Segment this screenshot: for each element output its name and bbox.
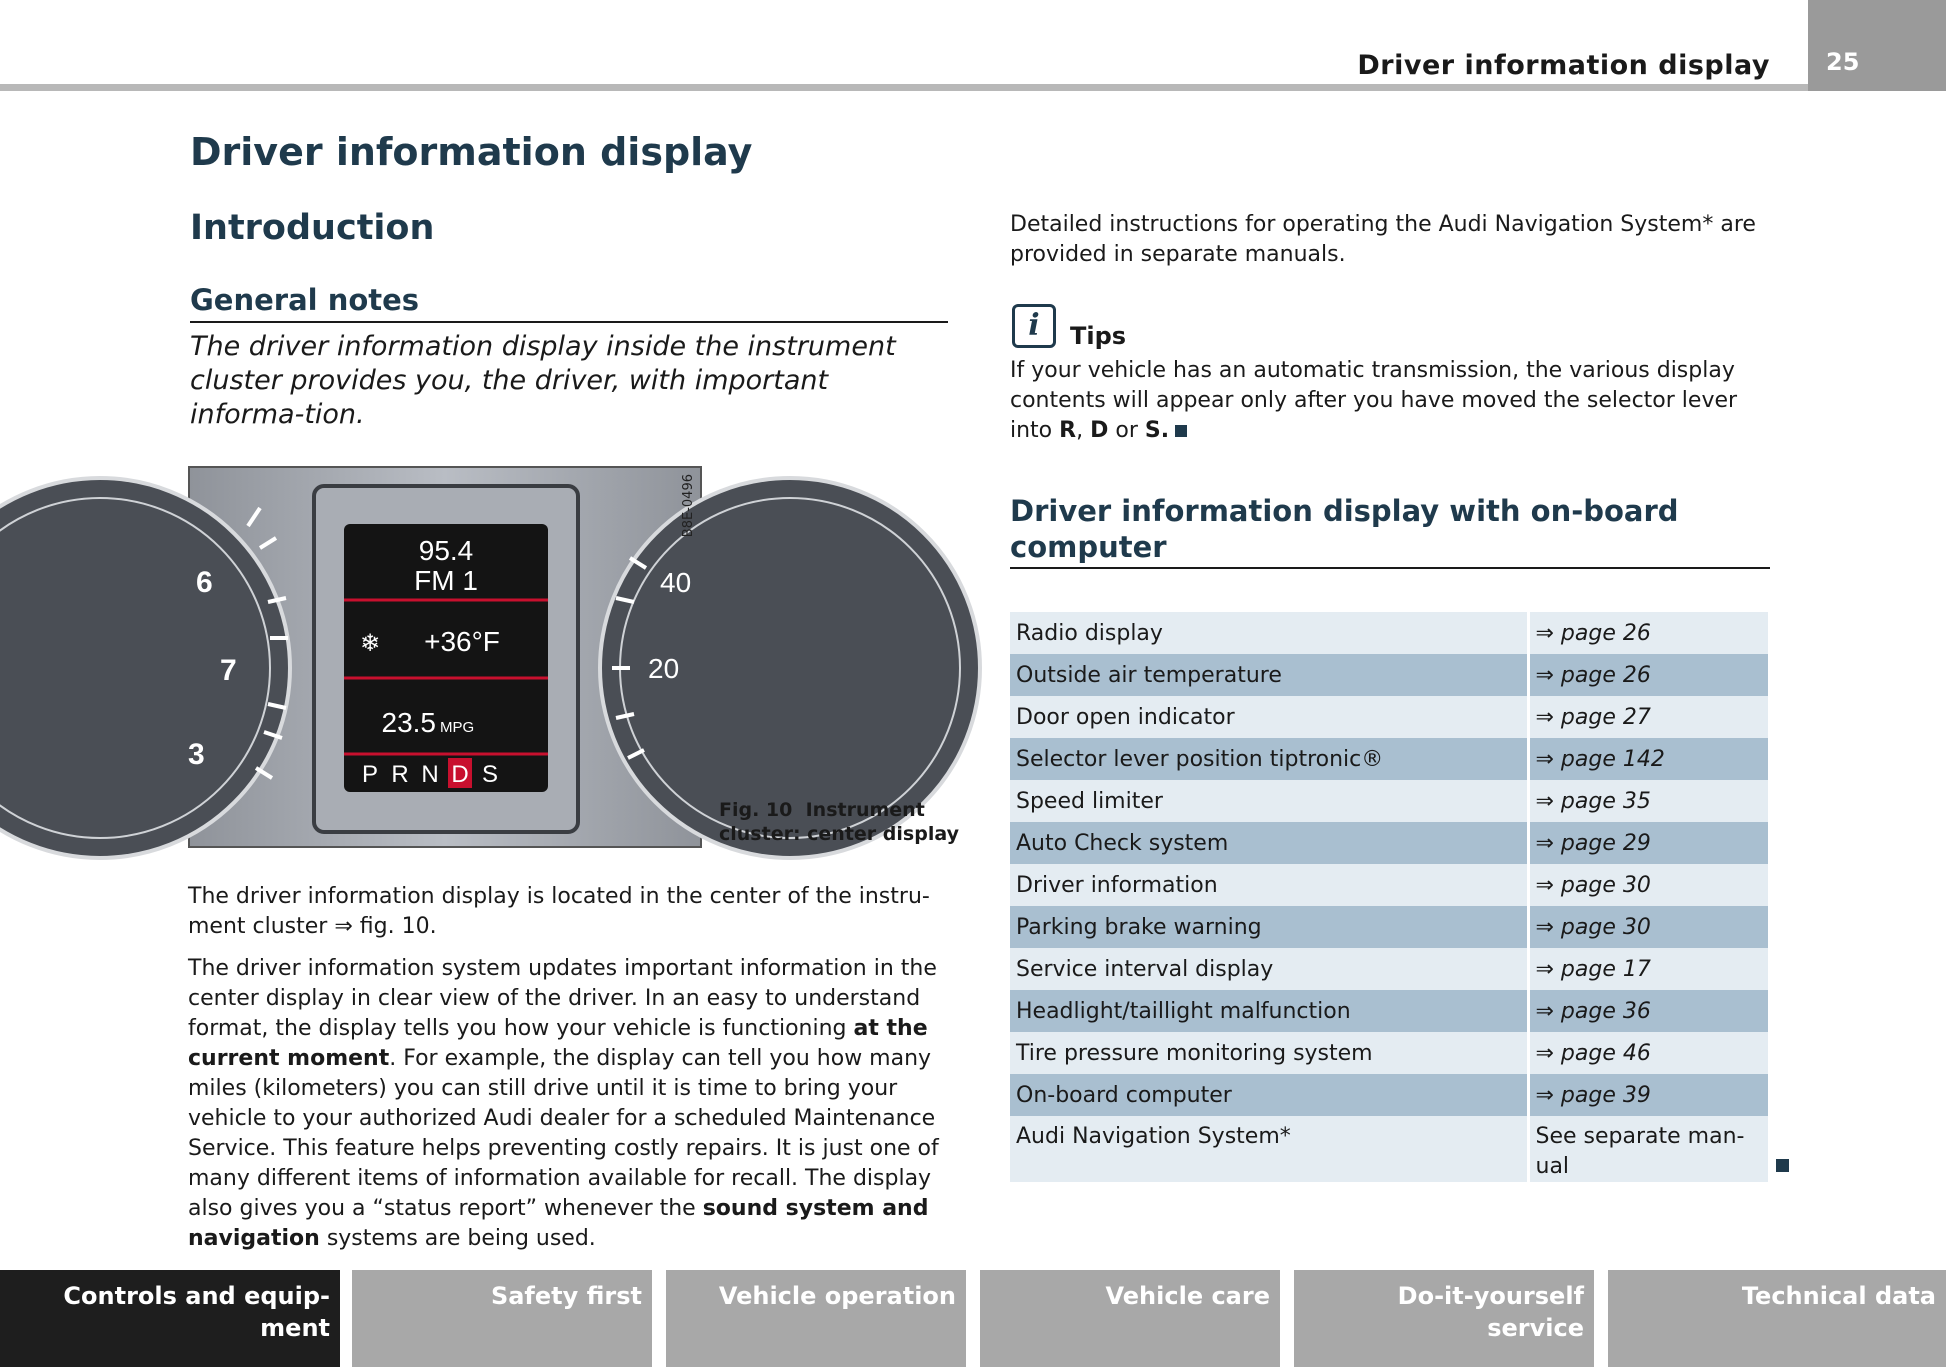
figure-caption-label: Fig. 10 [719, 799, 793, 821]
topic-label: Parking brake warning [1010, 906, 1528, 948]
end-of-section-mark [1776, 1159, 1789, 1172]
chapter-title: Driver information display [190, 130, 753, 174]
page-number: 25 [1826, 48, 1860, 76]
page-reference-link[interactable]: ⇒ page 17 [1528, 948, 1768, 990]
gear-s: S [1144, 418, 1161, 443]
chapter-tab-6[interactable]: Technical data [1608, 1270, 1946, 1367]
table-row [1010, 1074, 1768, 1116]
table-row [1010, 1116, 1768, 1182]
subsection-title: General notes [190, 283, 948, 323]
left-gauge-label-6: 6 [196, 566, 213, 599]
description-text-2: . For example, the display can tell you how many miles (kilometers) you can still drive until it is time to bring your vehicle to your authorized Audi dealer for a scheduled Maintenance Service. This feature helps preventing costly repairs. It is just one of many different items of information available for recall. The display also gives you a “status report” whenever the [188, 1046, 939, 1221]
fuel-economy-value: 23.5 [381, 707, 436, 738]
gear-r: R [1059, 418, 1077, 443]
info-icon: i [1012, 304, 1056, 348]
table-row [1010, 612, 1768, 654]
page-reference-link: See separate man-ual [1528, 1116, 1768, 1182]
page-reference-link[interactable]: ⇒ page 39 [1528, 1074, 1768, 1116]
gear-n: N [421, 761, 439, 788]
figure-caption-text: Instrument cluster: center display [719, 799, 959, 845]
gear-d: D [1090, 418, 1109, 443]
radio-band: FM 1 [414, 565, 478, 596]
page-reference-link[interactable]: ⇒ page 29 [1528, 822, 1768, 864]
navigation-note: Detailed instructions for operating the Audi Navigation System* are provided in separate manuals. [1010, 212, 1756, 267]
description-paragraph [188, 954, 948, 1254]
topic-label: Headlight/taillight malfunction [1010, 990, 1528, 1032]
location-paragraph: The driver information display is located in the center of the instru-ment cluster ⇒ fig. 10. [188, 884, 930, 939]
tips-title: Tips [1070, 322, 1127, 350]
section-title: Introduction [190, 208, 435, 248]
page-reference-link[interactable]: ⇒ page 26 [1528, 612, 1768, 654]
topic-label: Service interval display [1016, 956, 1274, 982]
chapter-tab-3[interactable]: Vehicle operation [666, 1270, 966, 1367]
topic-label: Driver information [1016, 872, 1218, 898]
table-row [1010, 696, 1768, 738]
figure-code: B8E-0496 [681, 474, 696, 538]
tips-or: or [1108, 418, 1145, 443]
page-reference-link[interactable]: ⇒ page 30 [1528, 906, 1768, 948]
tips-period: . [1160, 418, 1170, 443]
description-text-1: The driver information system updates important information in the center display in clear view of the driver. In an easy to understand format, the display tells you how your vehicle is functioning [188, 956, 937, 1041]
page-reference-link[interactable]: ⇒ page 27 [1528, 696, 1768, 738]
gear-d: D [451, 761, 469, 788]
page-reference-link[interactable]: ⇒ page 36 [1528, 990, 1768, 1032]
topic-label: Speed limiter [1016, 788, 1163, 814]
gear-p: P [361, 761, 379, 788]
page-reference-link[interactable]: ⇒ page 35 [1528, 780, 1768, 822]
right-gauge-label-20: 20 [648, 653, 680, 684]
chapter-tab-5[interactable]: Do-it-yourself service [1294, 1270, 1594, 1367]
description-emphasis-1: at the current moment [188, 1016, 928, 1071]
chapter-tab-1[interactable]: Controls and equip-ment [0, 1270, 340, 1367]
radio-frequency: 95.4 [418, 535, 474, 566]
tips-comma: , [1076, 418, 1091, 443]
description-text-3: systems are being used. [319, 1226, 596, 1251]
tips-text [1010, 356, 1780, 446]
running-header-title: Driver information display [1357, 50, 1770, 81]
left-gauge [0, 478, 290, 858]
page-reference-link[interactable]: ⇒ page 30 [1528, 864, 1768, 906]
page-reference-link[interactable]: ⇒ page 46 [1528, 1032, 1768, 1074]
tips-body: If your vehicle has an automatic transmission, the various display contents will appear only after you have moved the selector lever into [1010, 358, 1738, 443]
table-row [1010, 654, 1768, 696]
gear-s: S [481, 761, 499, 788]
topic-reference-table [1010, 612, 1768, 1182]
table-row [1010, 948, 1768, 990]
topic-label: Outside air temperature [1010, 654, 1528, 696]
topic-label: Selector lever position tiptronic® [1010, 738, 1528, 780]
end-of-section-mark [1175, 425, 1187, 437]
topic-label: Door open indicator [1016, 704, 1235, 730]
onboard-computer-heading: Driver information display with on-board computer [1010, 493, 1770, 569]
table-row [1010, 1032, 1768, 1074]
figure-caption [719, 798, 959, 846]
table-row [1010, 990, 1768, 1032]
right-gauge-label-40: 40 [660, 567, 692, 598]
table-row [1010, 864, 1768, 906]
instrument-cluster-illustration [190, 468, 704, 850]
table-row [1010, 780, 1768, 822]
fuel-economy-unit: MPG [440, 719, 475, 736]
table-row [1010, 822, 1768, 864]
outside-temperature: +36°F [424, 626, 500, 657]
description-emphasis-2: sound system and navigation [188, 1196, 929, 1251]
table-row [1010, 906, 1768, 948]
page-number-box [1808, 0, 1946, 91]
left-gauge-label-7: 7 [220, 654, 237, 687]
snowflake-icon: ❄ [359, 629, 381, 657]
instrument-cluster-figure [188, 466, 702, 848]
topic-label: On-board computer [1010, 1074, 1528, 1116]
table-row [1010, 738, 1768, 780]
page-reference-link[interactable]: ⇒ page 142 [1528, 738, 1768, 780]
header-rule [0, 84, 1808, 91]
page-reference-link[interactable]: ⇒ page 26 [1528, 654, 1768, 696]
left-gauge-label-3: 3 [188, 738, 205, 771]
gear-r: R [391, 761, 409, 788]
chapter-tab-4[interactable]: Vehicle care [980, 1270, 1280, 1367]
topic-label: Auto Check system [1010, 822, 1528, 864]
topic-label: Radio display [1016, 620, 1163, 646]
intro-paragraph: The driver information display inside the instrument cluster provides you, the driver, with important informa-tion. [190, 331, 896, 430]
chapter-tab-2[interactable]: Safety first [352, 1270, 652, 1367]
topic-label: Tire pressure monitoring system [1016, 1040, 1373, 1066]
topic-label: Audi Navigation System* [1016, 1124, 1291, 1149]
